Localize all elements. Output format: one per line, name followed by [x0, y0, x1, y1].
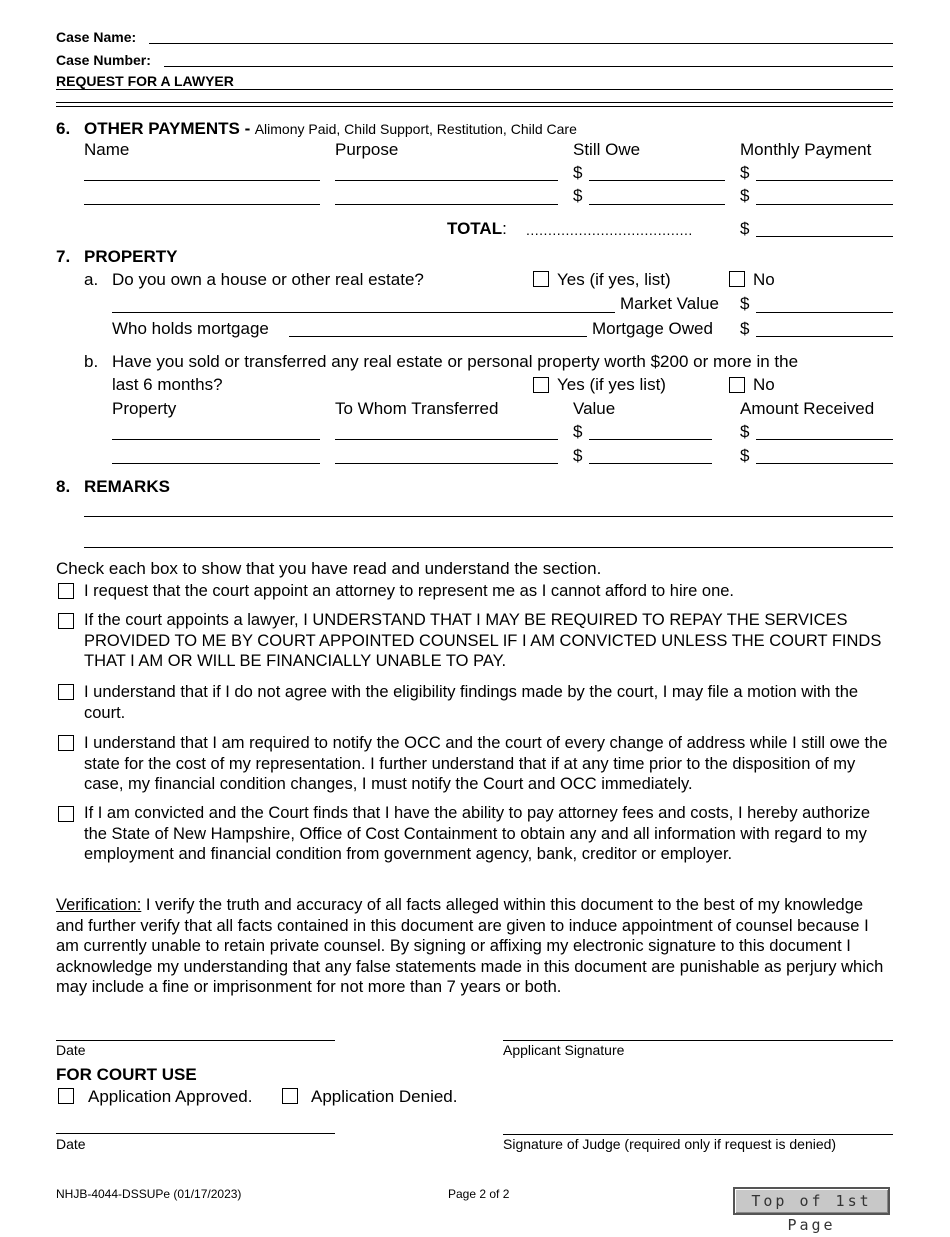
- currency-sign: $: [573, 422, 583, 441]
- transfer-question-line1: Have you sold or transferred any real estate or personal property worth $200 or more in the: [112, 352, 799, 371]
- currency-sign: $: [740, 422, 750, 441]
- form-id: NHJB-4044-DSSUPe (01/17/2023): [56, 1187, 242, 1201]
- ack-text-request-attorney: I request that the court appoint an attorney to represent me as I cannot afford to hire one.: [84, 582, 735, 600]
- payment-still-owe-field[interactable]: [589, 180, 725, 181]
- payment-still-owe-field[interactable]: [589, 204, 725, 205]
- applicant-signature-label: Applicant Signature: [503, 1042, 625, 1058]
- ack-checkbox-notify-occ[interactable]: [58, 735, 74, 751]
- application-denied-label: Application Denied.: [311, 1087, 458, 1106]
- column-header-property: Property: [112, 399, 177, 418]
- transfer-no-label: No: [753, 375, 775, 394]
- judge-signature-line[interactable]: [503, 1134, 893, 1135]
- currency-sign: $: [740, 219, 750, 238]
- item-b-letter: b.: [84, 352, 99, 371]
- transfer-property-field[interactable]: [112, 463, 320, 464]
- section6-heading: [84, 119, 577, 139]
- ack-checkbox-authorize[interactable]: [58, 806, 74, 822]
- application-denied-checkbox[interactable]: [282, 1088, 298, 1104]
- real-estate-description-field[interactable]: [112, 312, 615, 313]
- section8-number: 8.: [56, 477, 71, 496]
- verification-label: Verification:: [56, 896, 142, 914]
- court-use-title: FOR COURT USE: [56, 1065, 197, 1084]
- case-name-label: Case Name:: [56, 29, 137, 45]
- case-number-label: Case Number:: [56, 52, 151, 68]
- ack-checkbox-eligibility[interactable]: [58, 684, 74, 700]
- header-divider: [56, 106, 893, 107]
- currency-sign: $: [573, 446, 583, 465]
- remarks-field[interactable]: [84, 547, 893, 548]
- remarks-field[interactable]: [84, 516, 893, 517]
- judge-date-label: Date: [56, 1136, 86, 1152]
- market-value-field[interactable]: [756, 312, 893, 313]
- payment-monthly-field[interactable]: [756, 180, 893, 181]
- case-number-field[interactable]: [164, 66, 893, 67]
- section7-number: 7.: [56, 247, 71, 266]
- transfer-value-field[interactable]: [589, 463, 712, 464]
- ack-text-eligibility: I understand that if I do not agree with the eligibility findings made by the court, I may file a motion with the court.: [84, 683, 859, 722]
- acknowledgement-intro: Check each box to show that you have read and understand the section.: [56, 559, 602, 578]
- payment-monthly-field[interactable]: [756, 204, 893, 205]
- column-header-monthly-payment: Monthly Payment: [740, 140, 872, 159]
- real-estate-no-checkbox[interactable]: [729, 271, 745, 287]
- ack-checkbox-repay[interactable]: [58, 613, 74, 629]
- form-title: REQUEST FOR A LAWYER: [56, 73, 234, 89]
- case-name-field[interactable]: [149, 43, 893, 44]
- column-header-to-whom: To Whom Transferred: [335, 399, 499, 418]
- market-value-label: Market Value: [620, 294, 719, 313]
- transfer-question-line2: last 6 months?: [112, 375, 223, 394]
- ack-checkbox-request-attorney[interactable]: [58, 583, 74, 599]
- item-a-letter: a.: [84, 270, 99, 289]
- mortgage-owed-label: Mortgage Owed: [592, 319, 713, 338]
- payment-name-field[interactable]: [84, 204, 320, 205]
- currency-sign: $: [740, 163, 750, 182]
- application-approved-checkbox[interactable]: [58, 1088, 74, 1104]
- section6-subtitle: Alimony Paid, Child Support, Restitution, Child Care: [254, 121, 577, 137]
- mortgage-holder-label: Who holds mortgage: [112, 319, 269, 338]
- column-header-purpose: Purpose: [335, 140, 399, 159]
- total-row: [447, 219, 507, 239]
- transfer-no-checkbox[interactable]: [729, 377, 745, 393]
- column-header-still-owe: Still Owe: [573, 140, 641, 159]
- currency-sign: $: [740, 294, 750, 313]
- currency-sign: $: [740, 319, 750, 338]
- page-number: Page 2 of 2: [448, 1187, 510, 1201]
- column-header-value: Value: [573, 399, 616, 418]
- currency-sign: $: [573, 186, 583, 205]
- top-of-first-page-button[interactable]: Top of 1st Page: [733, 1187, 890, 1215]
- mortgage-owed-field[interactable]: [756, 336, 893, 337]
- transfer-property-field[interactable]: [112, 439, 320, 440]
- judge-date-line[interactable]: [56, 1133, 335, 1134]
- section6-number: 6.: [56, 119, 71, 138]
- transfer-yes-label: Yes (if yes list): [557, 375, 666, 394]
- transfer-amount-field[interactable]: [756, 463, 893, 464]
- verification-text: I verify the truth and accuracy of all facts alleged within this document to the best of my knowledge and further verify that all facts contained in this document are given to induce appointment of counsel because I am currently unable to retain private counsel. By signing or affixing my electronic signature to this document I acknowledge my understanding that any false statements made in this document are punishable as perjury which may include a fine or imprisonment for not more than 7 years or both.: [56, 896, 884, 997]
- section7-title: PROPERTY: [84, 247, 178, 266]
- payment-purpose-field[interactable]: [335, 204, 558, 205]
- total-amount-field[interactable]: [756, 236, 893, 237]
- transfer-to-whom-field[interactable]: [335, 439, 558, 440]
- section8-title: REMARKS: [84, 477, 170, 496]
- currency-sign: $: [740, 446, 750, 465]
- total-label: TOTAL: [447, 219, 503, 238]
- ack-text-repay: If the court appoints a lawyer, I UNDERSTAND THAT I MAY BE REQUIRED TO REPAY THE SERVICES PROVIDED TO ME BY COURT APPOINTED COUNSEL IF I AM CONVICTED UNLESS THE COURT FINDS THAT I AM OR WILL BE FINANCIALLY UNABLE TO PAY.: [84, 611, 882, 671]
- ack-text-notify-occ: I understand that I am required to notify the OCC and the court of every change of address while I still owe the state for the cost of my representation. I further understand that if at any time prior to the disposition of my case, my financial condition changes, I must notify the Court and OCC immediately.: [84, 734, 888, 794]
- total-dot-leader: ......................................: [526, 222, 693, 238]
- header-divider: [56, 102, 893, 103]
- application-approved-label: Application Approved.: [88, 1087, 253, 1106]
- transfer-value-field[interactable]: [589, 439, 712, 440]
- transfer-to-whom-field[interactable]: [335, 463, 558, 464]
- column-header-amount-received: Amount Received: [740, 399, 875, 418]
- applicant-signature-line[interactable]: [503, 1040, 893, 1041]
- payment-name-field[interactable]: [84, 180, 320, 181]
- section6-title: OTHER PAYMENTS -: [84, 119, 251, 138]
- real-estate-yes-checkbox[interactable]: [533, 271, 549, 287]
- currency-sign: $: [740, 186, 750, 205]
- transfer-yes-checkbox[interactable]: [533, 377, 549, 393]
- date-signature-line[interactable]: [56, 1040, 335, 1041]
- real-estate-no-label: No: [753, 270, 775, 289]
- date-label: Date: [56, 1042, 86, 1058]
- currency-sign: $: [573, 163, 583, 182]
- total-colon: :: [502, 219, 507, 238]
- verification-paragraph: [56, 895, 894, 998]
- transfer-amount-field[interactable]: [756, 439, 893, 440]
- judge-signature-label: Signature of Judge (required only if request is denied): [503, 1136, 837, 1152]
- column-header-name: Name: [84, 140, 130, 159]
- mortgage-holder-field[interactable]: [289, 336, 587, 337]
- real-estate-yes-label: Yes (if yes, list): [557, 270, 671, 289]
- real-estate-question: Do you own a house or other real estate?: [112, 270, 424, 289]
- payment-purpose-field[interactable]: [335, 180, 558, 181]
- ack-text-authorize: If I am convicted and the Court finds that I have the ability to pay attorney fees and costs, I hereby authorize the State of New Hampshire, Office of Cost Containment to obtain any and all information with regard to my employment and financial condition from government agency, bank, creditor or employer.: [84, 804, 871, 864]
- header-divider: [56, 89, 893, 90]
